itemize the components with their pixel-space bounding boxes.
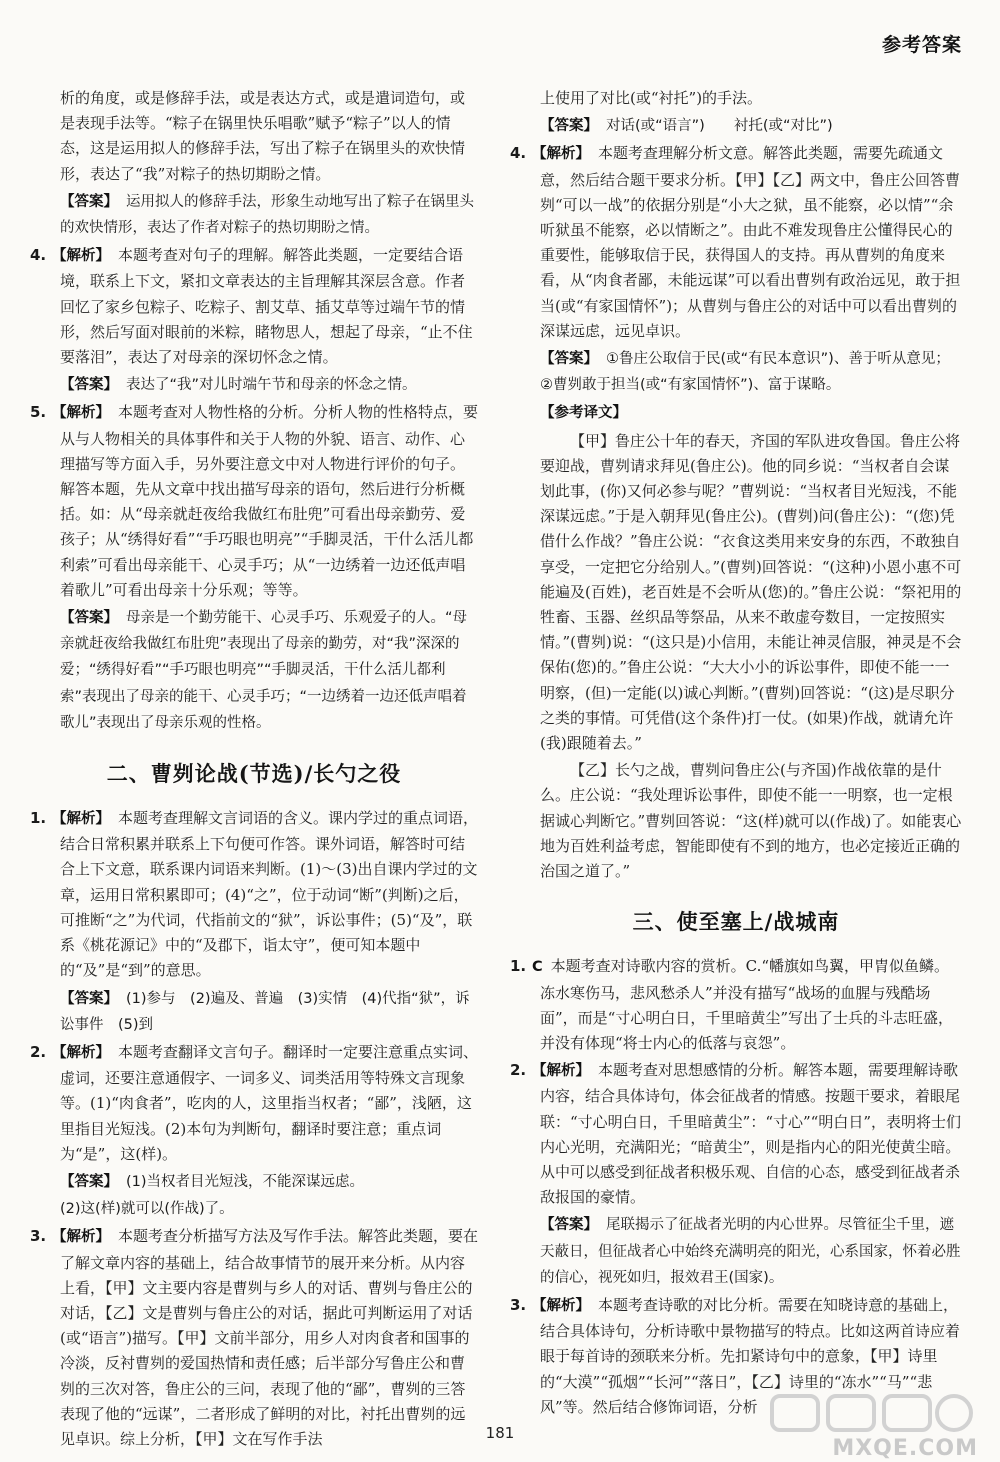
question-number: 5. [30,403,47,422]
answer-tag: 【答案】 [60,193,118,210]
question-number: 3. [30,1227,47,1246]
answer-block [30,605,478,736]
answer-tag: 【答案】 [60,990,118,1007]
header-title: 参考答案 [881,34,962,56]
analysis-text: 本题考查理解分析文意。解答此类题，需要先疏通文意，然后结合题干要求分析。【甲】【乙】两文中，鲁庄公回答曹刿“可以一战”的依据分别是“小大之狱，虽不能察，必以情”“余听狱虽不能察，必以情断之”。由此不难发现鲁庄公懂得民心的重要性，能够取信于民，获得国人的支持。再从曹刿的角度来看，从“肉食者鄙，未能远谋”可以看出曹刿有政治远见，敢于担当(或“有家国情怀”)；从曹刿与鲁庄公的对话中可以看出曹刿的深谋远虑，远见卓识。 [540,144,961,340]
answer-tag: 【答案】 [540,351,598,368]
answer-block [30,189,478,241]
question-number: 3. [510,1295,527,1314]
page-number: 181 [485,1424,515,1442]
analysis-text: 本题考查分析描写方法及写作手法。解答此类题，要在了解文章内容的基础上，结合故事情节的展开来分析。从内容上看，【甲】文主要内容是曹刿与乡人的对话、曹刿与鲁庄公的对话，【乙】文是曹刿与鲁庄公的对话，据此可判断运用了对话(或“语言”)描写。【甲】文前半部分，用乡人对肉食者和国事的冷淡，反衬曹刿的爱国热情和责任感；后半部分写鲁庄公和曹刿的三次对答，鲁庄公的三问，表现了他的“鄙”，曹刿的三答表现了他的“远谋”，二者形成了鲜明的对比，衬托出曹刿的远见卓识。综上分析，【甲】文在写作手法 [60,1227,479,1448]
answer-text: ①鲁庄公取信于民(或“有民本意识”)、善于听从意见；②曹刿敢于担当(或“有家国情怀”)、富于谋略。 [540,351,950,394]
analysis-tag: 【解析】 [532,1063,590,1080]
answer-tag: 【答案】 [60,377,118,394]
question-number: 1. [30,809,47,828]
analysis-text: 本题考查诗歌的对比分析。需要在知晓诗意的基础上，结合具体诗句，分析诗歌中景物描写的特点。比如这两首诗应着眼于每首诗的颈联来分析。先扣紧诗句中的意象，【甲】诗里的“大漠”“孤烟”“长河”“落日”，【乙】诗里的“冻水”“马”“悲风”等。然后结合修饰词语，分析 [540,1295,961,1416]
section-title: 三、使至塞上/战城南 [632,909,840,935]
answer-text: 表达了“我”对儿时端午节和母亲的怀念之情。 [126,377,417,394]
analysis-tag: 【解析】 [52,811,110,828]
analysis-tag: 【解析】 [532,146,590,163]
analysis-text: 本题考查翻译文言句子。翻译时一定要注意重点实词、虚词，还要注意通假字、一词多义、词类活用等特殊文言现象等。(1)“肉食者”，吃肉的人，这里指当权者；“鄙”，浅陋，这里指目光短浅。(2)本句为判断句，翻译时要注意；重点词为“是”，这(样)。 [60,1042,479,1163]
analysis-text: 本题考查理解文言词语的含义。课内学过的重点词语，结合日常积累并联系上下句便可作答。课外词语，解答时可结合上下文意，联系课内词语来判断。(1)～(3)出自课内学过的文章，运用日常积累即可；(4)“之”，位于动词“断”(判断)之后，可推断“之”为代词，代指前文的“狱”，诉讼事件；(5)“及”，联系《桃花源记》中的“及郡下，诣太守”，便可知本题中的“及”是“到”的意思。 [60,809,479,980]
question-number: 2. [30,1042,47,1061]
translation-paragraph: 【乙】长勺之战，曹刿问鲁庄公(与齐国)作战依靠的是什么。庄公说：“我处理诉讼事件，即使不能一一明察，也一定根据诚心判断它。”曹刿回答说：“这(样)就可以(作战)了。如能衷心地为百姓利益考虑，智能即使有不到的地方，也必定接近正确的治国之道了。” [540,761,962,881]
question-3 [30,1224,478,1452]
paragraph: 上使用了对比(或“衬托”)的手法。 [540,89,763,107]
question-number: 4. [510,144,527,163]
answer-tag: 【答案】 [540,118,598,135]
paragraph: 析的角度，或是修辞手法，或是表达方式，或是遣词造句，或是表现手法等。“粽子在锅里快乐唱歌”赋予“粽子”以人的情态，这是运用拟人的修辞手法，写出了粽子在锅里头的欢快情形，表达了“我”对粽子的热切期盼之情。 [60,89,466,183]
left-column [30,86,478,1454]
answer-tag: 【答案】 [540,1217,598,1234]
answer-tag: 【答案】 [60,610,118,627]
analysis-tag: 【解析】 [52,1044,110,1061]
analysis-tag: 【解析】 [52,1229,110,1246]
watermark-text: MXQE.COM [832,1436,978,1461]
answer-block [510,346,962,398]
question-4 [510,141,962,344]
answer-block [510,1212,962,1291]
reference-tag: 【参考译文】 [540,405,627,422]
analysis-tag: 【解析】 [532,1297,590,1314]
answer-text: 母亲是一个勤劳能干、心灵手巧、乐观爱子的人。“母亲就赶夜给我做红布肚兜”表现出了母亲的勤劳，对“我”深深的爱；“绣得好看”“手巧眼也明亮”“手脚灵活，干什么活儿都利索”表现出了母亲的能干、心灵手巧；“一边绣着一边还低声唱着歌儿”表现出了母亲乐观的性格。 [60,610,468,731]
question-number: 1. [510,957,527,976]
answer-block [30,1169,478,1195]
question-number: 4. [30,246,47,265]
section-title: 二、曹刿论战(节选)/长勺之役 [106,761,402,787]
analysis-text: 本题考查对思想感情的分析。解答本题，需要理解诗歌内容，结合具体诗句，体会征战者的情感。按题干要求，着眼尾联：“寸心明白日，千里暗黄尘”：“寸心”“明白日”，表明将士们内心光明，充满阳光；“暗黄尘”，则是指内心的阳光使黄尘暗。从中可以感受到征战者积极乐观、自信的心态，感受到征战者杀敌报国的豪情。 [540,1061,962,1207]
question-1 [30,806,478,983]
answer-text: 运用拟人的修辞手法，形象生动地写出了粽子在锅里头的欢快情形，表达了作者对粽子的热切期盼之情。 [60,193,474,237]
analysis-text: 本题考查对句子的理解。解答此类题，一定要结合语境，联系上下文，紧扣文章表达的主旨理解其深层含意。作者回忆了家乡包粽子、吃粽子、割艾草、插艾草等过端午节的情形，然后写面对眼前的米粽，睹物思人，想起了母亲，“止不住要落泪”，表达了对母亲的深切怀念之情。 [60,246,473,367]
question-number: 2. [510,1061,527,1080]
right-column [510,86,962,1422]
analysis-text: 本题考查对诗歌内容的赏析。C.“幡旗如鸟翼，甲胄似鱼鳞。冻水寒伤马，悲风愁杀人”并没有描写“战场的血腥与残酷场面”，而是“寸心明白日，千里暗黄尘”写出了士兵的斗志旺盛，并没有体现“将士内心的低落与哀怨”。 [540,957,954,1052]
answer-text: (1)参与 (2)遍及、普遍 (3)实情 (4)代指“狱”，诉讼事件 (5)到 [60,990,470,1033]
answer-block [30,372,478,398]
reference-translation-heading [510,400,962,426]
answer-block [30,986,478,1038]
answer-text: (2)这(样)就可以(作战)了。 [60,1201,234,1218]
translation-paragraph: 【甲】鲁庄公十年的春天，齐国的军队进攻鲁国。鲁庄公将要迎战，曹刿请求拜见(鲁庄公)。他的同乡说：“当权者自会谋划此事，(你)又何必参与呢？”曹刿说：“当权者目光短浅，不能深谋远虑。”于是入朝拜见(鲁庄公)。(曹刿)问(鲁庄公)：“(您)凭借什么作战？”鲁庄公说：“衣食这类用来安身的东西，不敢独自享受，一定把它分给别人。”(曹刿)回答说：“(这种)小恩小惠不可能遍及(百姓)，老百姓是不会听从(您)的。”鲁庄公说：“祭祀用的牲畜、玉器、丝织品等祭品，从来不敢虚夸数目，一定按照实情。”(曹刿)说：“(这只是)小信用，未能让神灵信服，神灵是不会保佑(您)的。”鲁庄公说：“大大小小的诉讼事件，即使不能一一明察，(但)一定能(以)诚心判断。”(曹刿)回答说：“(这)是尽职分之类的事情。可凭借(这个条件)打一仗。(如果)作战，就请允许(我)跟随着去。” [540,431,962,753]
question-1 [510,954,962,1056]
answer-text: 对话(或“语言”) 衬托(或“对比”) [606,118,833,135]
analysis-tag: 【解析】 [52,405,110,422]
choice-answer: C [532,959,543,976]
answer-block [510,113,962,139]
analysis-tag: 【解析】 [52,248,110,265]
answer-text: 尾联揭示了征战者光明的内心世界。尽管征尘千里，遮天蔽日，但征战者心中始终充满明亮的阳光，心系国家，怀着必胜的信心，视死如归，报效君王(国家)。 [540,1217,961,1286]
answer-tag: 【答案】 [60,1173,118,1190]
question-2 [510,1058,962,1210]
analysis-text: 本题考查对人物性格的分析。分析人物的性格特点，要从与人物相关的具体事件和关于人物的外貌、语言、动作、心理描写等方面入手，另外要注意文中对人物进行评价的句子。解答本题，先从文章中找出描写母亲的语句，然后进行分析概括。如：从“母亲就赶夜给我做红布肚兜”可看出母亲勤劳、爱孩子；从“绣得好看”“手巧眼也明亮”“手脚灵活，干什么活儿都利索”可看出母亲能干、心灵手巧；从“一边绣着一边还低声唱着歌儿”可看出母亲十分乐观；等等。 [60,403,479,599]
answer-text: (1)当权者目光短浅，不能深谋远虑。 [126,1173,365,1190]
question-4 [30,243,478,370]
question-2 [30,1040,478,1167]
question-5 [30,400,478,603]
